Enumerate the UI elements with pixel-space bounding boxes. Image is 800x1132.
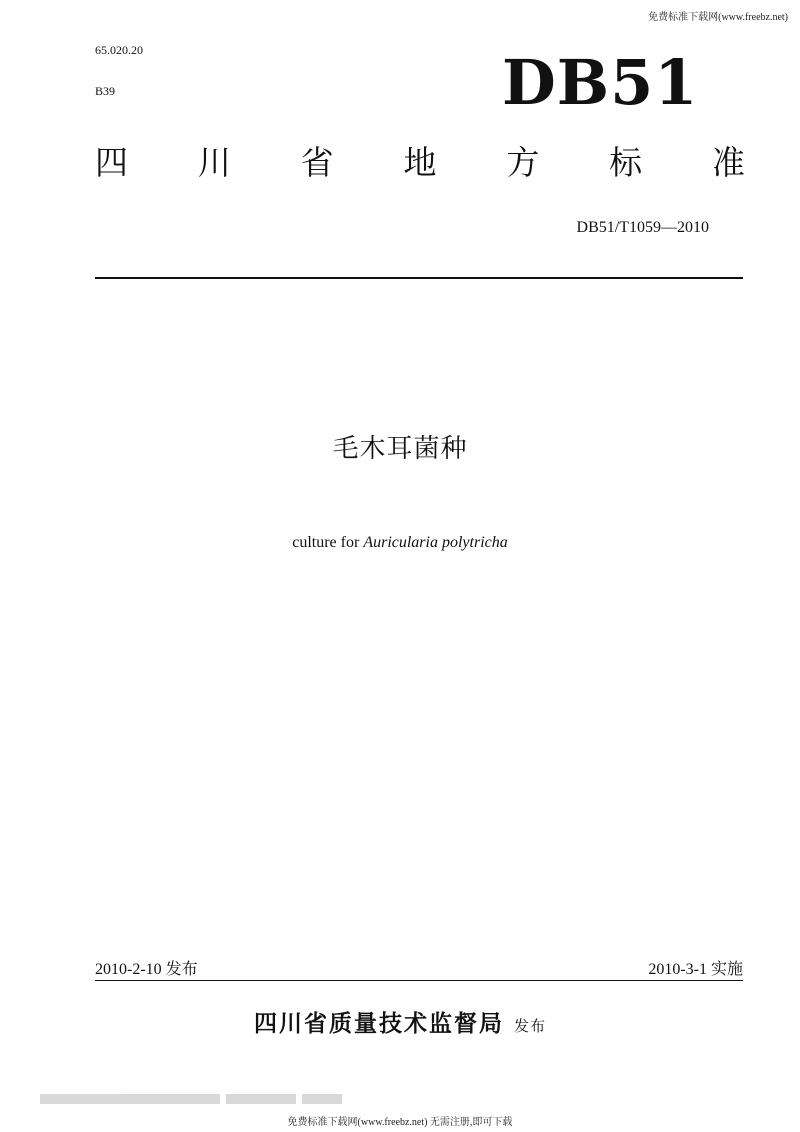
faded-watermark-graphic [40,1090,400,1106]
standard-type-char: 准 [711,143,745,182]
standard-type-char: 地 [403,143,437,182]
standard-code: DB51/T1059—2010 [576,219,709,236]
english-title-species: Auricularia polytricha [363,534,508,551]
issuer-suffix: 发布 [514,1017,547,1035]
english-title-prefix: culture for [292,534,364,551]
document-title-english [0,534,800,552]
issuer-name: 四川省质量技术监督局 [253,1011,504,1037]
top-watermark: 免费标准下载网(www.freebz.net) [648,12,788,23]
standard-type-char: 川 [197,143,231,182]
standard-type-char: 标 [609,143,643,182]
bottom-watermark: 免费标准下载网(www.freebz.net) 无需注册,即可下载 [287,1117,513,1128]
standard-logo: DB51 [502,46,699,119]
header-divider [95,277,743,279]
standard-type-char: 省 [300,143,334,182]
ics-code: 65.020.20 [95,43,143,57]
standard-type-heading [95,143,745,182]
standard-type-char: 方 [506,143,540,182]
document-title-chinese: 毛木耳菌种 [332,434,468,464]
implement-date: 2010-3-1 实施 [648,961,743,978]
standard-type-char: 四 [95,143,128,182]
issuing-authority [0,1005,800,1038]
footer-divider [95,980,743,981]
ccs-code: B39 [95,84,116,98]
publish-date: 2010-2-10 发布 [95,961,198,978]
